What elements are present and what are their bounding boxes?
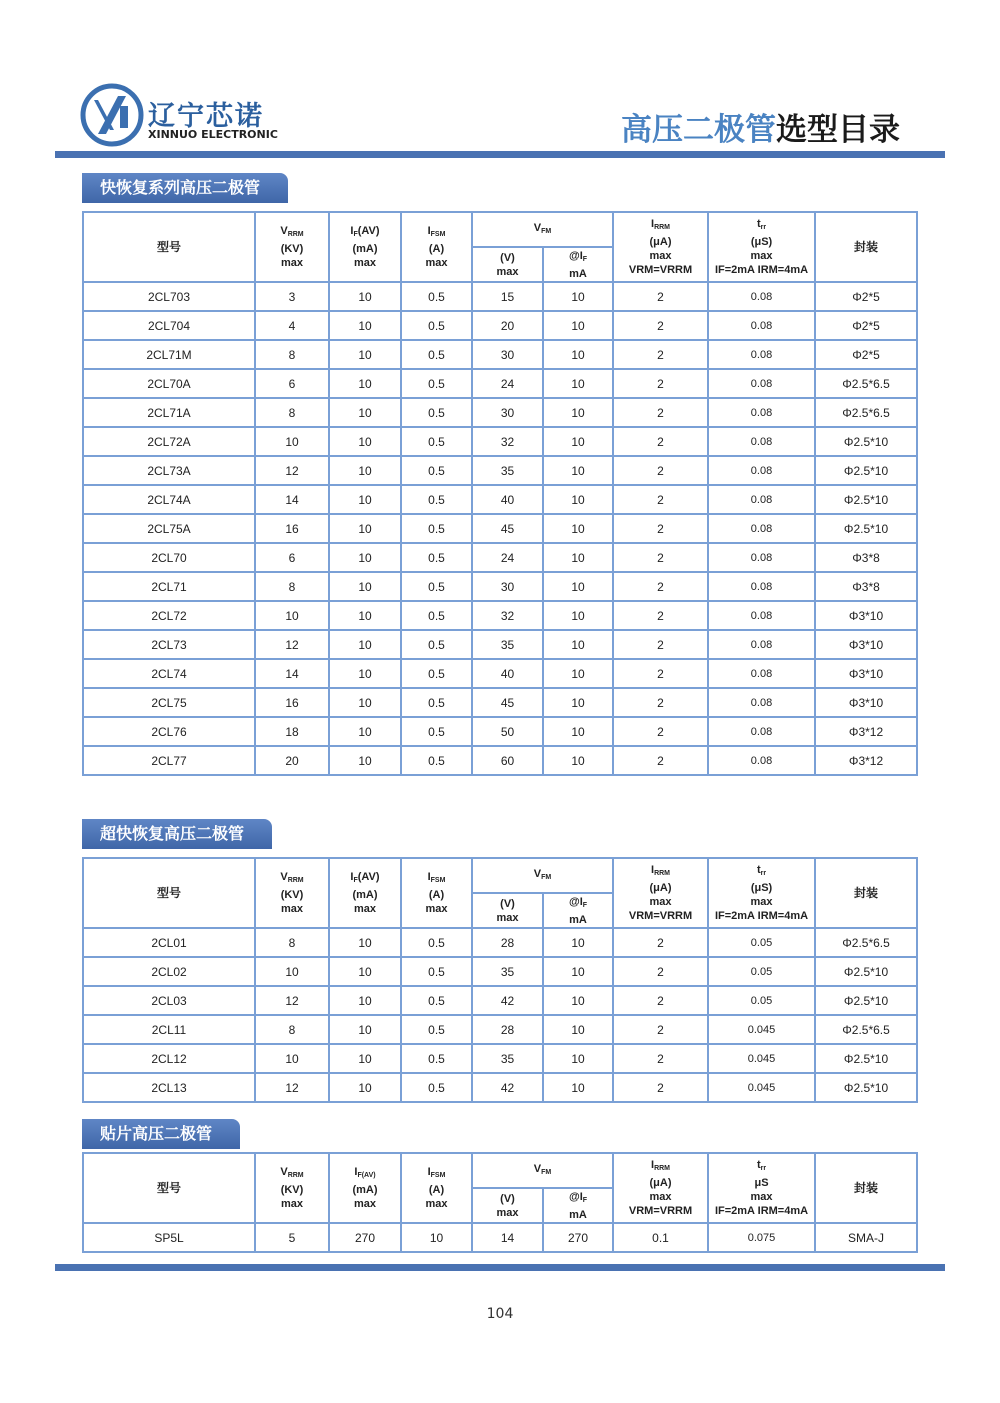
table-row [83,572,917,601]
cell-irrm: 2 [613,398,708,427]
brand-name-cn: 辽宁芯诺 [148,101,264,132]
cell-vfm: 24 [472,543,543,572]
col-header-if: $I_{F(AV)}$ (mA) max [329,1153,401,1223]
cell-ifsm: 0.5 [401,928,472,957]
cell-package: SMA-J [815,1223,917,1252]
cell-irrm: 2 [613,1015,708,1044]
cell-ifsm: 0.5 [401,986,472,1015]
cell-ifsm: 0.5 [401,282,472,311]
col-header-vfm-v: (V) max [472,893,543,928]
table-row [83,928,917,957]
cell-model: 2CL74A [83,485,255,514]
col-header-trr: $t_{rr}$ (μS) max IF=2mA IRM=4mA [708,858,815,928]
col-header-ifsm: $I_{FSM}$ (A) max [401,858,472,928]
cell-model: 2CL02 [83,957,255,986]
cell-trr: 0.05 [708,957,815,986]
col-header-trr: $t_{rr}$ μS max IF=2mA IRM=4mA [708,1153,815,1223]
col-header-ifsm: $I_{FSM}$ (A) max [401,1153,472,1223]
cell-at-if: 10 [543,514,613,543]
cell-trr: 0.08 [708,688,815,717]
cell-vfm: 35 [472,1044,543,1073]
cell-irrm: 0.1 [613,1223,708,1252]
cell-package: Φ2.5*10 [815,485,917,514]
cell-ifsm: 0.5 [401,485,472,514]
cell-trr: 0.05 [708,928,815,957]
cell-package: Φ2.5*10 [815,957,917,986]
cell-trr: 0.05 [708,986,815,1015]
table-body [83,1223,917,1252]
cell-if: 10 [329,514,401,543]
cell-irrm: 2 [613,1073,708,1102]
cell-model: 2CL72 [83,601,255,630]
col-header-vfm: $V_{FM}$ [472,212,613,247]
cell-ifsm: 0.5 [401,398,472,427]
cell-package: Φ2.5*10 [815,1044,917,1073]
cell-if: 10 [329,427,401,456]
col-header-model: 型号 [83,858,255,928]
cell-at-if: 10 [543,427,613,456]
cell-if: 10 [329,572,401,601]
cell-model: 2CL71 [83,572,255,601]
cell-ifsm: 0.5 [401,957,472,986]
cell-vfm: 20 [472,311,543,340]
cell-trr: 0.08 [708,630,815,659]
cell-at-if: 10 [543,456,613,485]
section-title: 贴片高压二极管 [82,1119,240,1149]
cell-ifsm: 0.5 [401,688,472,717]
cell-model: 2CL77 [83,746,255,775]
cell-vrrm: 8 [255,572,329,601]
cell-trr: 0.08 [708,717,815,746]
cell-trr: 0.08 [708,746,815,775]
col-header-irrm: $I_{RRM}$ (μA) max VRM=VRRM [613,1153,708,1223]
section-title: 超快恢复高压二极管 [82,819,272,849]
cell-trr: 0.08 [708,369,815,398]
cell-ifsm: 0.5 [401,1044,472,1073]
cell-package: Φ3*10 [815,601,917,630]
cell-irrm: 2 [613,514,708,543]
cell-vrrm: 12 [255,456,329,485]
page-number: 104 [486,1306,514,1322]
cell-vfm: 42 [472,1073,543,1102]
cell-vfm: 40 [472,659,543,688]
cell-vrrm: 12 [255,630,329,659]
cell-package: Φ2.5*6.5 [815,928,917,957]
cell-vfm: 30 [472,572,543,601]
table-row [83,746,917,775]
cell-vfm: 32 [472,427,543,456]
cell-at-if: 10 [543,986,613,1015]
table-row [83,659,917,688]
cell-irrm: 2 [613,1044,708,1073]
table-body [83,928,917,1102]
cell-model: 2CL72A [83,427,255,456]
cell-package: Φ2.5*6.5 [815,1015,917,1044]
table-row [83,1044,917,1073]
cell-ifsm: 0.5 [401,427,472,456]
cell-at-if: 10 [543,1015,613,1044]
cell-at-if: 10 [543,717,613,746]
cell-model: 2CL11 [83,1015,255,1044]
cell-vfm: 15 [472,282,543,311]
cell-vrrm: 16 [255,688,329,717]
cell-trr: 0.08 [708,427,815,456]
table-row [83,986,917,1015]
cell-trr: 0.08 [708,485,815,514]
cell-ifsm: 0.5 [401,746,472,775]
cell-package: Φ2*5 [815,311,917,340]
cell-vfm: 35 [472,957,543,986]
cell-package: Φ2.5*10 [815,514,917,543]
table-row [83,688,917,717]
cell-package: Φ3*12 [815,717,917,746]
cell-irrm: 2 [613,369,708,398]
table-row [83,543,917,572]
cell-at-if: 10 [543,957,613,986]
table-row [83,369,917,398]
cell-model: SP5L [83,1223,255,1252]
cell-vrrm: 6 [255,543,329,572]
col-header-model: 型号 [83,212,255,282]
cell-vfm: 50 [472,717,543,746]
spec-table [82,1152,918,1253]
cell-vrrm: 14 [255,485,329,514]
cell-if: 10 [329,1073,401,1102]
cell-vrrm: 5 [255,1223,329,1252]
cell-model: 2CL03 [83,986,255,1015]
cell-irrm: 2 [613,688,708,717]
cell-vrrm: 8 [255,928,329,957]
cell-model: 2CL75A [83,514,255,543]
cell-irrm: 2 [613,340,708,369]
cell-package: Φ3*8 [815,543,917,572]
cell-vfm: 28 [472,928,543,957]
table-row [83,717,917,746]
cell-trr: 0.08 [708,282,815,311]
cell-vrrm: 8 [255,340,329,369]
table-row [83,630,917,659]
brand-name-en: XINNUO ELECTRONIC [148,128,278,141]
col-header-irrm: $I_{RRM}$ (μA) max VRM=VRRM [613,212,708,282]
cell-vfm: 30 [472,398,543,427]
col-header-ifsm: $I_{FSM}$ (A) max [401,212,472,282]
table-row [83,1073,917,1102]
cell-vfm: 32 [472,601,543,630]
cell-vfm: 30 [472,340,543,369]
table-row [83,311,917,340]
cell-package: Φ2*5 [815,282,917,311]
cell-ifsm: 0.5 [401,340,472,369]
cell-at-if: 10 [543,1073,613,1102]
cell-vrrm: 8 [255,398,329,427]
cell-if: 10 [329,282,401,311]
cell-model: 2CL74 [83,659,255,688]
table-row [83,398,917,427]
cell-at-if: 10 [543,340,613,369]
cell-vfm: 60 [472,746,543,775]
cell-trr: 0.08 [708,543,815,572]
col-header-if: $I_F(AV)$ (mA) max [329,212,401,282]
cell-at-if: 10 [543,543,613,572]
cell-ifsm: 0.5 [401,311,472,340]
spec-table [82,211,918,776]
cell-vrrm: 12 [255,1073,329,1102]
cell-if: 10 [329,928,401,957]
table-row [83,957,917,986]
cell-vfm: 35 [472,456,543,485]
table-row [83,282,917,311]
col-header-vfm-if: $@I_F$ mA [543,893,613,928]
cell-irrm: 2 [613,485,708,514]
cell-ifsm: 0.5 [401,717,472,746]
cell-vrrm: 10 [255,957,329,986]
page-title-part1: 高压二极管 [621,112,776,148]
cell-trr: 0.08 [708,514,815,543]
cell-ifsm: 0.5 [401,543,472,572]
cell-model: 2CL76 [83,717,255,746]
cell-package: Φ3*10 [815,688,917,717]
cell-trr: 0.08 [708,398,815,427]
cell-trr: 0.08 [708,601,815,630]
cell-if: 10 [329,398,401,427]
cell-if: 10 [329,340,401,369]
cell-if: 10 [329,957,401,986]
cell-package: Φ2.5*6.5 [815,398,917,427]
table-row [83,601,917,630]
cell-at-if: 10 [543,630,613,659]
cell-if: 10 [329,1044,401,1073]
cell-at-if: 10 [543,601,613,630]
cell-vrrm: 10 [255,1044,329,1073]
cell-model: 2CL704 [83,311,255,340]
col-header-vfm-if: $@I_F$ mA [543,247,613,282]
cell-if: 10 [329,601,401,630]
cell-irrm: 2 [613,659,708,688]
cell-vrrm: 14 [255,659,329,688]
cell-trr: 0.045 [708,1073,815,1102]
cell-ifsm: 0.5 [401,659,472,688]
cell-vrrm: 8 [255,1015,329,1044]
cell-irrm: 2 [613,427,708,456]
cell-vfm: 40 [472,485,543,514]
cell-vfm: 45 [472,688,543,717]
cell-model: 2CL70 [83,543,255,572]
cell-irrm: 2 [613,601,708,630]
cell-at-if: 10 [543,659,613,688]
cell-vrrm: 20 [255,746,329,775]
cell-at-if: 10 [543,572,613,601]
col-header-if: $I_F(AV)$ (mA) max [329,858,401,928]
cell-irrm: 2 [613,311,708,340]
cell-vfm: 42 [472,986,543,1015]
table-row [83,427,917,456]
spec-table [82,857,918,1103]
cell-at-if: 10 [543,311,613,340]
cell-if: 10 [329,630,401,659]
header-rule [55,151,945,158]
cell-if: 10 [329,369,401,398]
cell-trr: 0.075 [708,1223,815,1252]
cell-vrrm: 12 [255,986,329,1015]
cell-ifsm: 0.5 [401,1015,472,1044]
cell-if: 10 [329,688,401,717]
table-row [83,485,917,514]
cell-model: 2CL71M [83,340,255,369]
cell-at-if: 10 [543,485,613,514]
cell-package: Φ2.5*6.5 [815,369,917,398]
table-row [83,514,917,543]
cell-model: 2CL70A [83,369,255,398]
cell-irrm: 2 [613,456,708,485]
table-body [83,282,917,775]
cell-model: 2CL73 [83,630,255,659]
cell-trr: 0.045 [708,1044,815,1073]
cell-at-if: 10 [543,282,613,311]
cell-at-if: 10 [543,746,613,775]
cell-model: 2CL703 [83,282,255,311]
cell-at-if: 10 [543,688,613,717]
cell-trr: 0.08 [708,340,815,369]
cell-if: 10 [329,717,401,746]
col-header-model: 型号 [83,1153,255,1223]
table-row [83,1015,917,1044]
cell-vrrm: 4 [255,311,329,340]
cell-if: 10 [329,986,401,1015]
col-header-vfm: $V_{FM}$ [472,1153,613,1188]
cell-model: 2CL12 [83,1044,255,1073]
col-header-vrrm: $V_{RRM}$ (KV) max [255,858,329,928]
table-row [83,456,917,485]
cell-ifsm: 0.5 [401,369,472,398]
cell-if: 10 [329,659,401,688]
cell-irrm: 2 [613,630,708,659]
col-header-vfm-v: (V) max [472,1188,543,1223]
cell-model: 2CL73A [83,456,255,485]
cell-vfm: 35 [472,630,543,659]
section-ultra-fast [82,819,916,1103]
cell-irrm: 2 [613,957,708,986]
cell-vfm: 14 [472,1223,543,1252]
cell-trr: 0.08 [708,311,815,340]
table-row [83,1223,917,1252]
col-header-package: 封装 [815,1153,917,1223]
cell-trr: 0.045 [708,1015,815,1044]
section-smd [82,1119,916,1253]
cell-irrm: 2 [613,746,708,775]
cell-ifsm: 0.5 [401,1073,472,1102]
cell-package: Φ2.5*10 [815,456,917,485]
cell-at-if: 10 [543,369,613,398]
cell-trr: 0.08 [708,659,815,688]
cell-at-if: 10 [543,928,613,957]
cell-package: Φ2.5*10 [815,986,917,1015]
cell-package: Φ3*12 [815,746,917,775]
cell-if: 10 [329,543,401,572]
cell-vfm: 45 [472,514,543,543]
col-header-vrrm: $V_{RRM}$ (KV) max [255,212,329,282]
cell-package: Φ2*5 [815,340,917,369]
cell-irrm: 2 [613,543,708,572]
cell-ifsm: 0.5 [401,456,472,485]
page-title [621,104,900,149]
section-fast-recovery [82,173,916,776]
cell-package: Φ2.5*10 [815,1073,917,1102]
cell-trr: 0.08 [708,456,815,485]
cell-model: 2CL75 [83,688,255,717]
cell-vrrm: 10 [255,427,329,456]
cell-if: 10 [329,1015,401,1044]
col-header-package: 封装 [815,858,917,928]
cell-at-if: 270 [543,1223,613,1252]
cell-ifsm: 0.5 [401,514,472,543]
cell-vrrm: 6 [255,369,329,398]
cell-vrrm: 3 [255,282,329,311]
cell-model: 2CL13 [83,1073,255,1102]
cell-irrm: 2 [613,928,708,957]
footer-rule [55,1264,945,1271]
table-row [83,340,917,369]
cell-irrm: 2 [613,572,708,601]
col-header-vfm-if: $@I_F$ mA [543,1188,613,1223]
cell-if: 10 [329,485,401,514]
cell-model: 2CL01 [83,928,255,957]
cell-if: 10 [329,456,401,485]
col-header-vfm: $V_{FM}$ [472,858,613,893]
col-header-vrrm: $V_{RRM}$ (KV) max [255,1153,329,1223]
page-title-part2: 选型目录 [776,112,900,148]
cell-ifsm: 0.5 [401,630,472,659]
cell-irrm: 2 [613,717,708,746]
cell-ifsm: 0.5 [401,572,472,601]
cell-vrrm: 10 [255,601,329,630]
cell-ifsm: 10 [401,1223,472,1252]
cell-package: Φ3*10 [815,659,917,688]
cell-if: 10 [329,311,401,340]
col-header-irrm: $I_{RRM}$ (μA) max VRM=VRRM [613,858,708,928]
cell-vfm: 28 [472,1015,543,1044]
col-header-package: 封装 [815,212,917,282]
cell-trr: 0.08 [708,572,815,601]
cell-ifsm: 0.5 [401,601,472,630]
cell-package: Φ3*8 [815,572,917,601]
cell-at-if: 10 [543,398,613,427]
cell-package: Φ2.5*10 [815,427,917,456]
cell-if: 10 [329,746,401,775]
col-header-vfm-v: (V) max [472,247,543,282]
section-title: 快恢复系列高压二极管 [82,173,288,203]
cell-irrm: 2 [613,282,708,311]
cell-irrm: 2 [613,986,708,1015]
cell-vrrm: 18 [255,717,329,746]
cell-vfm: 24 [472,369,543,398]
col-header-trr: $t_{rr}$ (μS) max IF=2mA IRM=4mA [708,212,815,282]
cell-model: 2CL71A [83,398,255,427]
cell-if: 270 [329,1223,401,1252]
cell-package: Φ3*10 [815,630,917,659]
cell-at-if: 10 [543,1044,613,1073]
cell-vrrm: 16 [255,514,329,543]
